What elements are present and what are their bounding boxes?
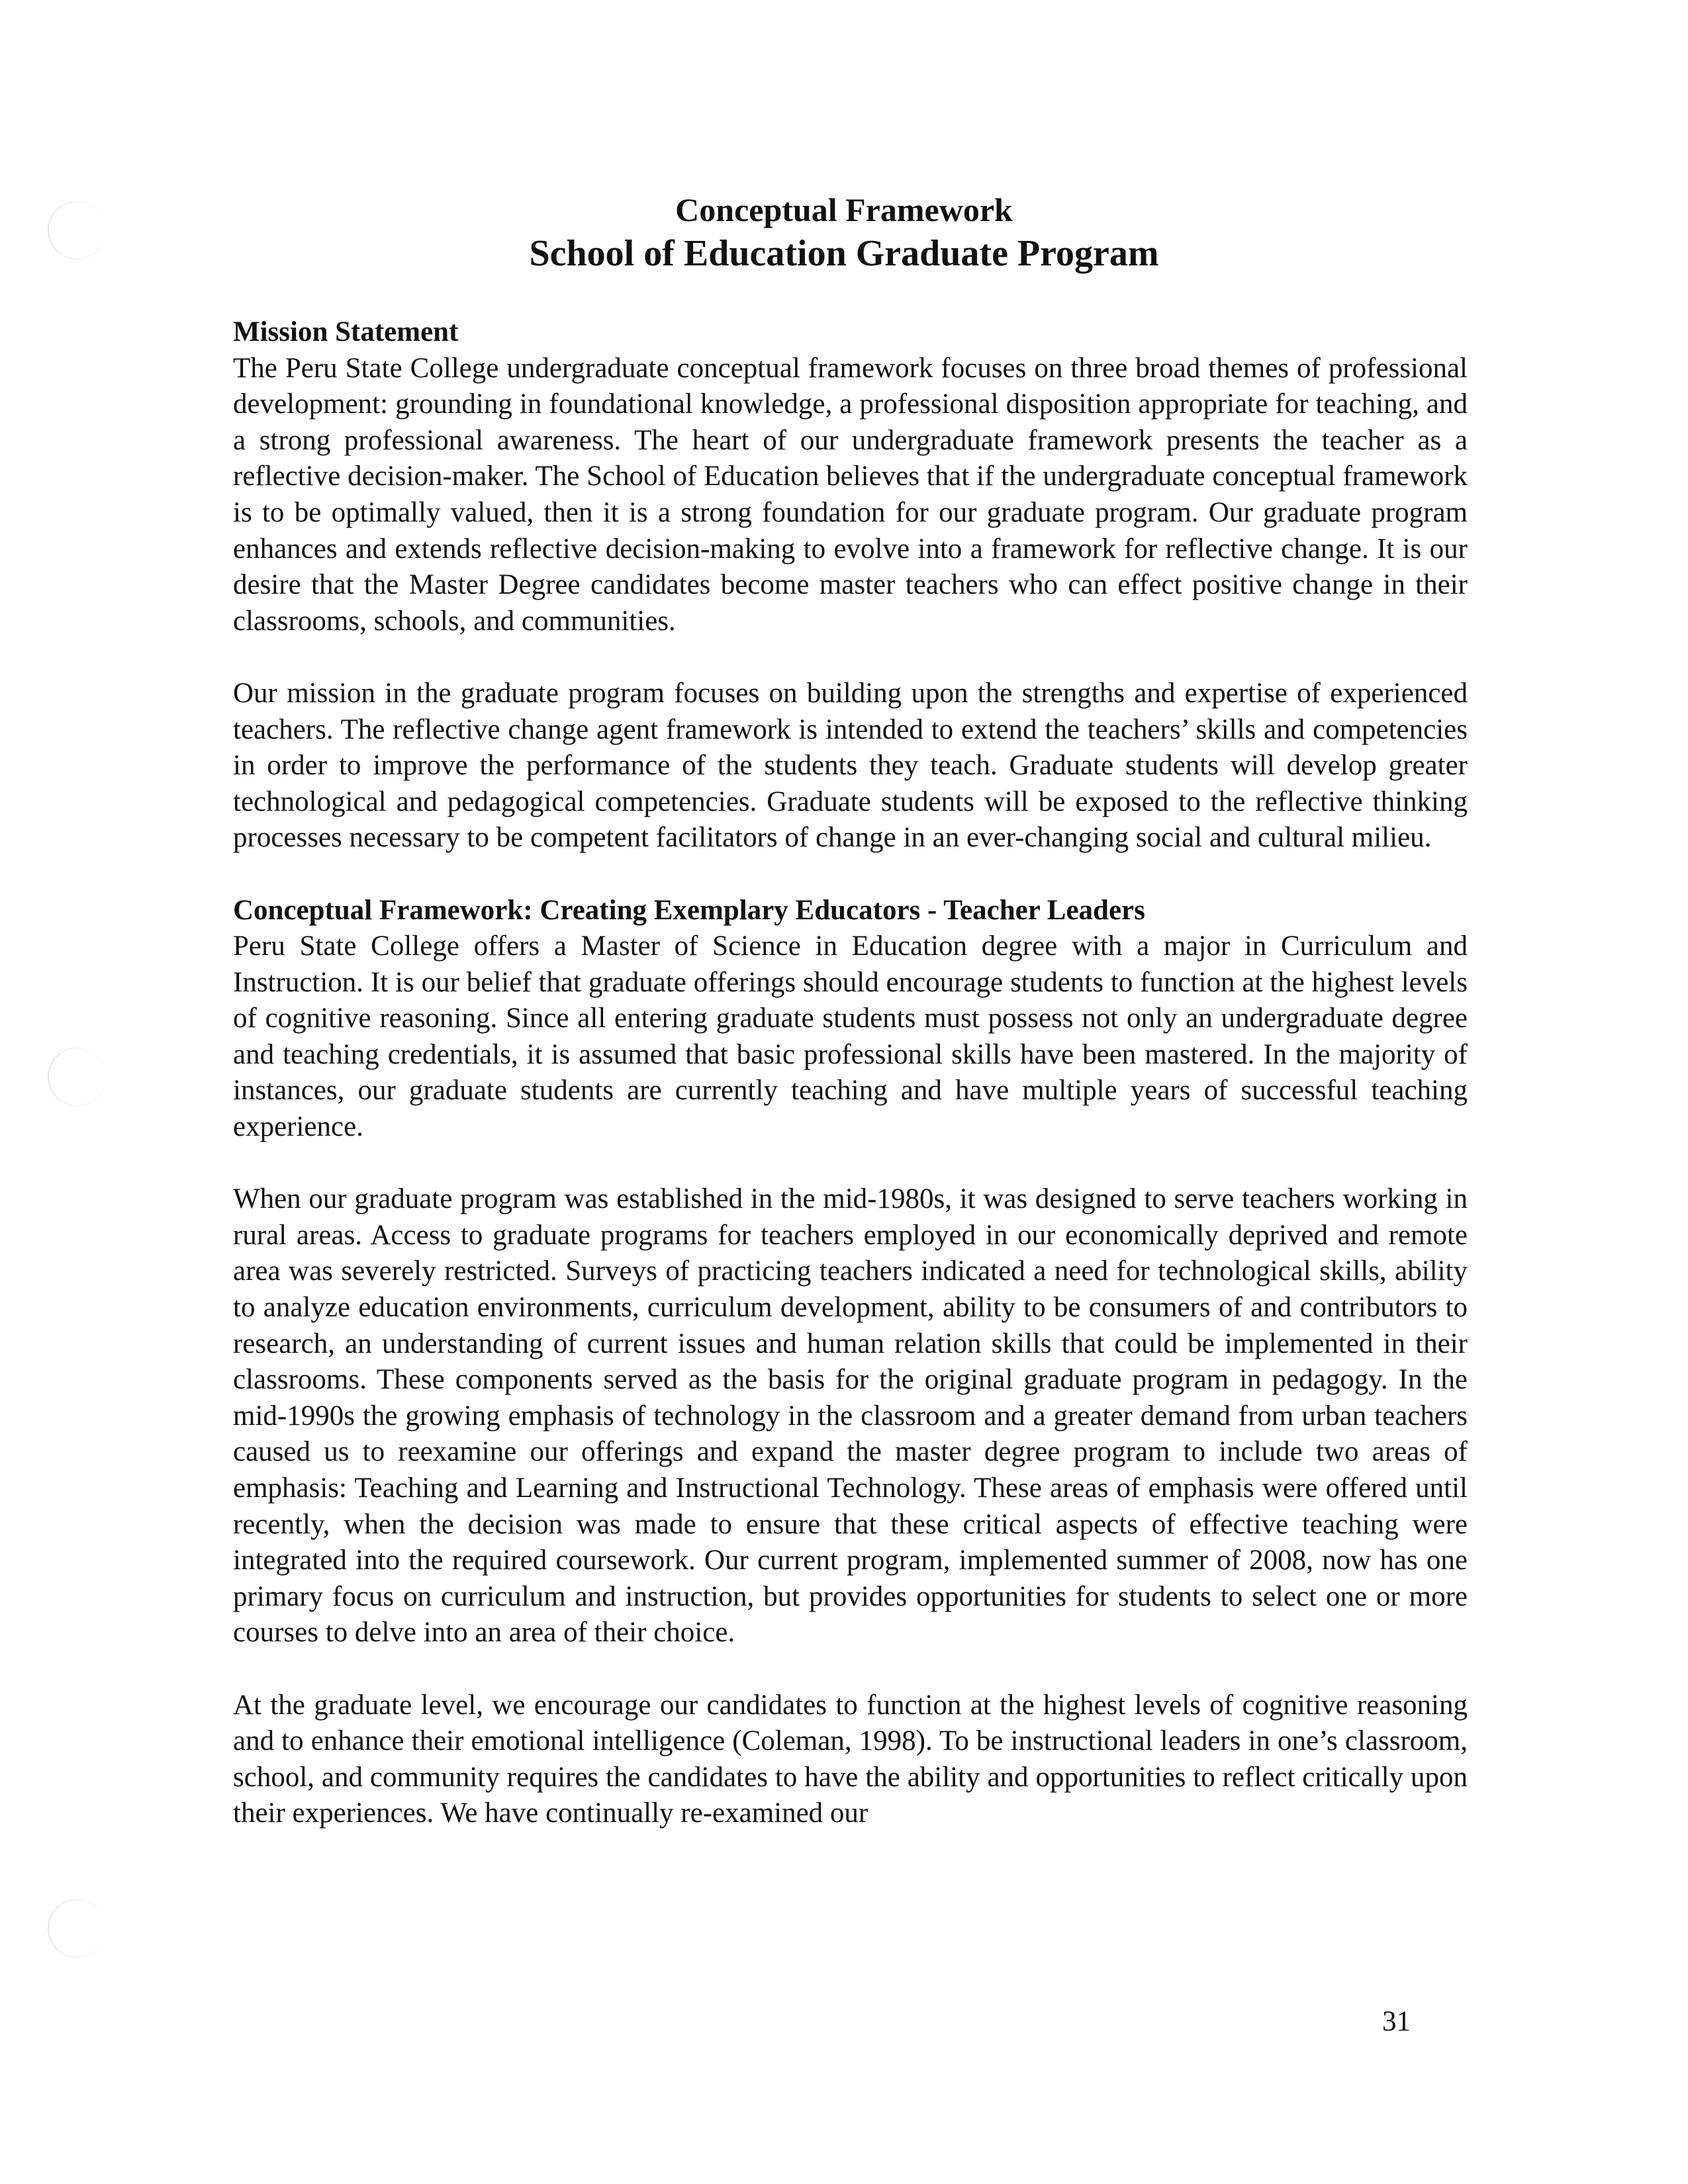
page-title: Conceptual Framework xyxy=(675,191,1013,228)
page-subtitle: School of Education Graduate Program xyxy=(529,233,1159,274)
paragraph: The Peru State College undergraduate conceptual framework focuses on three broad themes of professional development: grounding in foundational knowledge, a professional disposition appropriate for teaching, and a strong professional awareness. The heart of our undergraduate framework presents the teacher as a reflective decision-maker. The School of Education believes that if the undergraduate conceptual framework is to be optimally valued, then it is a strong foundation for our graduate program. Our graduate program enhances and extends reflective decision-making to evolve into a framework for reflective change. It is our desire that the Master Degree candidates become master teachers who can effect positive change in their classrooms, schools, and communities. xyxy=(233,352,1468,637)
paragraph: Our mission in the graduate program focuses on building upon the strengths and expertise of experienced teachers. The reflective change agent framework is intended to extend the teachers’ skills and competencies in order to improve the performance of the students they teach. Graduate students will develop greater technological and pedagogical competencies. Graduate students will be exposed to the reflective thinking processes necessary to be competent facilitators of change in an ever-changing social and cultural milieu. xyxy=(233,677,1468,854)
paragraph: At the graduate level, we encourage our candidates to function at the highest levels of cognitive reasoning and to enhance their emotional intelligence (Coleman, 1998). To be instructional leaders in one’s classroom, school, and community requires the candidates to have the ability and opportunities to reflect critically upon their experiences. We have continually re-examined our xyxy=(233,1689,1468,1829)
section-heading: Mission Statement xyxy=(233,316,459,347)
punch-hole xyxy=(48,1899,106,1958)
page-number: 31 xyxy=(1382,2006,1411,2037)
conceptual-framework-section xyxy=(233,893,1468,1832)
paragraph: When our graduate program was established in the mid-1980s, it was designed to serve teachers working in rural areas. Access to graduate programs for teachers employed in our economically deprived and remote area was severely restricted. Surveys of practicing teachers indicated a need for technological skills, ability to analyze education environments, curriculum development, ability to be consumers of and contributors to research, an understanding of current issues and human relation skills that could be implemented in their classrooms. These components served as the basis for the original graduate program in pedagogy. In the mid-1990s the growing emphasis of technology in the classroom and a greater demand from urban teachers caused us to reexamine our offerings and expand the master degree program to include two areas of emphasis: Teaching and Learning and Instructional Technology. These areas of emphasis were offered until recently, when the decision was made to ensure that these critical aspects of effective teaching were integrated into the required coursework. Our current program, implemented summer of 2008, now has one primary focus on curriculum and instruction, but provides opportunities for students to select one or more courses to delve into an area of their choice. xyxy=(233,1183,1468,1649)
paragraph: Peru State College offers a Master of Science in Education degree with a major in Curriculum and Instruction. It is our belief that graduate offerings should encourage students to function at the highest levels of cognitive reasoning. Since all entering graduate students must possess not only an undergraduate degree and teaching credentials, it is assumed that basic professional skills have been mastered. In the majority of instances, our graduate students are currently teaching and have multiple years of successful teaching experience. xyxy=(233,931,1468,1143)
mission-statement-section xyxy=(233,314,1468,856)
section-heading: Conceptual Framework: Creating Exemplary Educators - Teacher Leaders xyxy=(233,894,1145,926)
punch-hole xyxy=(48,1048,106,1106)
document-body xyxy=(233,314,1468,1832)
